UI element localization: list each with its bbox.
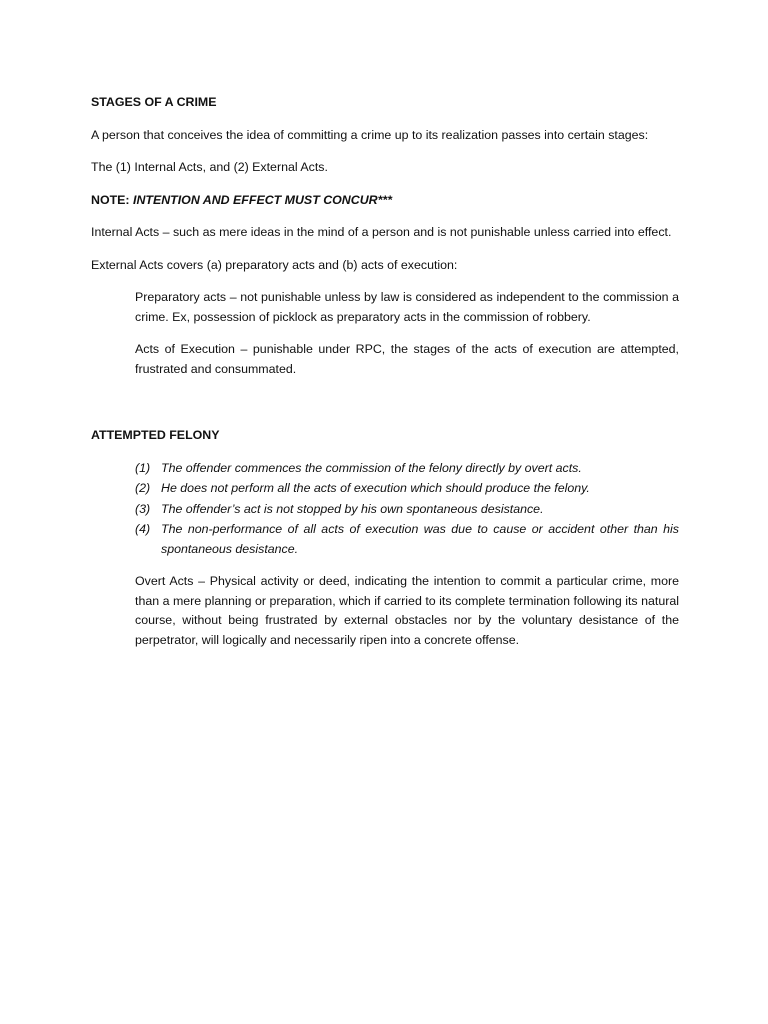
list-item-text: He does not perform all the acts of execution which should produce the felony.: [161, 481, 590, 495]
heading-attempted-felony: ATTEMPTED FELONY: [91, 428, 220, 442]
note-text: INTENTION AND EFFECT MUST CONCUR***: [133, 192, 393, 207]
intro-paragraph: A person that conceives the idea of committing a crime up to its realization passes into certain stages:: [91, 127, 649, 142]
list-item-text: The non-performance of all acts of execution was due to cause or accident other than his spontaneous desistance.: [161, 522, 679, 556]
acts-line: The (1) Internal Acts, and (2) External Acts.: [91, 160, 328, 174]
note-label: NOTE:: [91, 192, 133, 207]
list-item: [135, 479, 679, 499]
document-body: [91, 93, 679, 663]
list-item-text: The offender commences the commission of the felony directly by overt acts.: [161, 460, 582, 475]
list-item: [135, 459, 679, 479]
list-item-number: (3): [135, 501, 151, 516]
list-item-number: (1): [135, 460, 151, 475]
attempted-felony-list: [135, 459, 679, 560]
note-paragraph: [91, 191, 679, 211]
list-item: [135, 520, 679, 559]
list-item-text: The offender’s act is not stopped by his own spontaneous desistance.: [161, 501, 544, 516]
list-item-number: (4): [135, 522, 151, 536]
list-item: [135, 500, 679, 520]
heading-stages-of-a-crime: STAGES OF A CRIME: [91, 95, 217, 109]
internal-acts-paragraph: Internal Acts – such as mere ideas in the mind of a person and is not punishable unless carried into effect.: [91, 225, 672, 239]
acts-of-execution-paragraph: Acts of Execution – punishable under RPC, the stages of the acts of execution are attempted, frustrated and consummated.: [135, 342, 679, 376]
external-acts-paragraph: External Acts covers (a) preparatory acts and (b) acts of execution:: [91, 257, 458, 272]
list-item-number: (2): [135, 481, 151, 495]
section-spacer: [91, 392, 679, 426]
preparatory-acts-paragraph: Preparatory acts – not punishable unless by law is considered as independent to the commission a crime. Ex, possession of picklock as preparatory acts in the commission of robbery.: [135, 290, 679, 324]
overt-acts-paragraph: Overt Acts – Physical activity or deed, indicating the intention to commit a particular crime, more than a mere planning or preparation, which if carried to its complete termination following its natural course, without being frustrated by external obstacles nor by the voluntary desistance of the perpetrator, will logically and necessarily ripen into a concrete offense.: [135, 574, 679, 647]
